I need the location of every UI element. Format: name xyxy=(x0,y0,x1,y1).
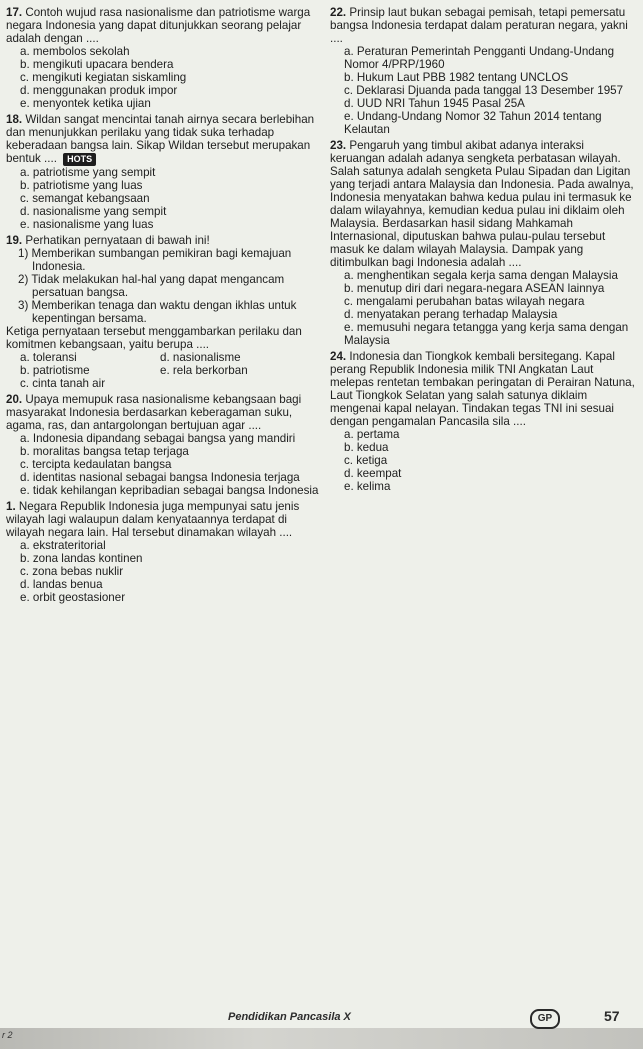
question-number: 1. xyxy=(6,500,16,513)
page-footer xyxy=(0,1006,643,1049)
option: b. patriotisme xyxy=(20,364,90,377)
question-number: 23. xyxy=(330,139,347,152)
option: b. moralitas bangsa tetap terjaga xyxy=(20,445,189,458)
question-23 xyxy=(330,139,638,347)
option: a. patriotisme yang sempit xyxy=(20,166,156,179)
option: a. pertama xyxy=(344,428,400,441)
option: c. tercipta kedaulatan bangsa xyxy=(20,458,172,471)
footer-side-label: r 2 xyxy=(2,1030,13,1040)
question-text: Wildan sangat mencintai tanah airnya secara berlebihan dan menunjukkan perilaku yang tidak suka terhadap keberadaan bangsa lain. Sikap Wildan tersebut merupakan bentuk .... xyxy=(6,113,315,165)
statement-item: 2) Tidak melakukan hal-hal yang dapat mengancam persatuan bangsa. xyxy=(18,273,285,299)
option: c. zona bebas nuklir xyxy=(20,565,124,578)
right-column xyxy=(330,6,638,496)
question-text: Negara Republik Indonesia juga mempunyai satu jenis wilayah lagi walaupun dalam kenyataannya terdapat di wilayah negara lain. Hal tersebut dinamakan wilayah .... xyxy=(6,500,300,539)
option: e. memusuhi negara tetangga yang kerja sama dengan Malaysia xyxy=(344,321,629,347)
option: a. menghentikan segala kerja sama dengan Malaysia xyxy=(344,269,618,282)
question-number: 19. xyxy=(6,234,23,247)
book-title: Pendidikan Pancasila X xyxy=(228,1011,351,1023)
question-text: Upaya memupuk rasa nasionalisme kebangsaan bagi masyarakat Indonesia berdasarkan keberagaman suku, agama, ras, dan antargolongan bertujuan agar .... xyxy=(6,393,302,432)
question-17 xyxy=(6,6,324,110)
option: b. zona landas kontinen xyxy=(20,552,143,565)
question-text: Perhatikan pernyataan di bawah ini! xyxy=(25,234,210,247)
option: d. landas benua xyxy=(20,578,103,591)
option: e. Undang-Undang Nomor 32 Tahun 2014 tentang Kelautan xyxy=(344,110,602,136)
left-column xyxy=(6,6,324,607)
question-24 xyxy=(330,350,638,493)
question-number: 17. xyxy=(6,6,23,19)
question-prompt: Ketiga pernyataan tersebut menggambarkan perilaku dan komitmen kebangsaan, yaitu berupa .... xyxy=(6,325,302,351)
question-text: Pengaruh yang timbul akibat adanya interaksi keruangan adalah adanya sengketa perbatasan wilayah. Salah satunya adalah sengketa Pulau Sipadan dan Ligitan yang terjadi antara Malaysia dan Indonesia. Pada awalnya, Indonesia menyatakan bahwa kedua pulau ini termasuk ke dalam wilayahnya, kemudian kedua pulau ini diklaim oleh Malaysia. Berdasarkan hasil sidang Mahkamah Internasional, diputuskan bahwa pulau-pulau tersebut masuk ke dalam wilayah Malaysia. Dampak yang ditimbulkan bagi Indonesia adalah .... xyxy=(330,139,634,269)
option: d. keempat xyxy=(344,467,402,480)
option: c. ketiga xyxy=(344,454,388,467)
option: c. semangat kebangsaan xyxy=(20,192,150,205)
statement-item: 1) Memberikan sumbangan pemikiran bagi kemajuan Indonesia. xyxy=(18,247,292,273)
option: b. patriotisme yang luas xyxy=(20,179,143,192)
option: a. Indonesia dipandang sebagai bangsa yang mandiri xyxy=(20,432,296,445)
question-text: Indonesia dan Tiongkok kembali bersitegang. Kapal perang Republik Indonesia milik TNI Angkatan Laut melepas rentetan tembakan peringatan di Perairan Natuna, Laut Tiongkok Selatan yang salah satunya diklaim mengenai kapal nelayan. Tindakan tegas TNI ini sesuai dengan pengamalan Pancasila sila .... xyxy=(330,350,635,428)
question-18 xyxy=(6,113,324,231)
option: c. cinta tanah air xyxy=(20,377,106,390)
option: d. menggunakan produk impor xyxy=(20,84,178,97)
question-19-stem xyxy=(6,234,324,247)
question-number: 20. xyxy=(6,393,23,406)
option: e. tidak kehilangan kepribadian sebagai bangsa Indonesia xyxy=(20,484,319,497)
question-22-stem xyxy=(330,6,638,45)
option: e. menyontek ketika ujian xyxy=(20,97,151,110)
question-18-stem xyxy=(6,113,324,166)
option: d. identitas nasional sebagai bangsa Indonesia terjaga xyxy=(20,471,300,484)
option: e. nasionalisme yang luas xyxy=(20,218,154,231)
question-number: 18. xyxy=(6,113,23,126)
question-21 xyxy=(6,500,324,604)
option: a. toleransi xyxy=(20,351,77,364)
question-17-stem xyxy=(6,6,324,45)
option: a. ekstrateritorial xyxy=(20,539,106,552)
options-grid xyxy=(6,351,324,390)
question-24-stem xyxy=(330,350,638,428)
option: c. mengikuti kegiatan siskamling xyxy=(20,71,187,84)
option: e. orbit geostasioner xyxy=(20,591,126,604)
question-number: 24. xyxy=(330,350,347,363)
footer-band xyxy=(0,1028,643,1049)
option: d. nasionalisme xyxy=(160,351,241,364)
option: e. kelima xyxy=(344,480,391,493)
page-number: 57 xyxy=(604,1008,620,1024)
question-20-stem xyxy=(6,393,324,432)
publisher-logo-icon: GP xyxy=(530,1009,560,1029)
question-19 xyxy=(6,234,324,390)
option: e. rela berkorban xyxy=(160,364,248,377)
question-20 xyxy=(6,393,324,497)
option: b. kedua xyxy=(344,441,389,454)
question-text: Contoh wujud rasa nasionalisme dan patriotisme warga negara Indonesia yang dapat ditunjukkan seorang pelajar adalah dengan .... xyxy=(6,6,311,45)
option: b. Hukum Laut PBB 1982 tentang UNCLOS xyxy=(344,71,569,84)
option: a. membolos sekolah xyxy=(20,45,130,58)
question-text: Prinsip laut bukan sebagai pemisah, tetapi pemersatu bangsa Indonesia terdapat dalam peraturan negara, yakni .... xyxy=(330,6,628,45)
option: b. menutup diri dari negara-negara ASEAN lainnya xyxy=(344,282,605,295)
option: b. mengikuti upacara bendera xyxy=(20,58,174,71)
question-number: 22. xyxy=(330,6,347,19)
option: c. Deklarasi Djuanda pada tanggal 13 Desember 1957 xyxy=(344,84,624,97)
option: d. nasionalisme yang sempit xyxy=(20,205,167,218)
question-23-stem xyxy=(330,139,638,269)
statement-item: 3) Memberikan tenaga dan waktu dengan ikhlas untuk kepentingan bersama. xyxy=(18,299,297,325)
question-22 xyxy=(330,6,638,136)
option: c. mengalami perubahan batas wilayah negara xyxy=(344,295,585,308)
option: a. Peraturan Pemerintah Pengganti Undang-Undang Nomor 4/PRP/1960 xyxy=(344,45,615,71)
question-21-stem xyxy=(6,500,324,539)
hots-badge: HOTS xyxy=(63,153,96,166)
option: d. menyatakan perang terhadap Malaysia xyxy=(344,308,558,321)
option: d. UUD NRI Tahun 1945 Pasal 25A xyxy=(344,97,525,110)
